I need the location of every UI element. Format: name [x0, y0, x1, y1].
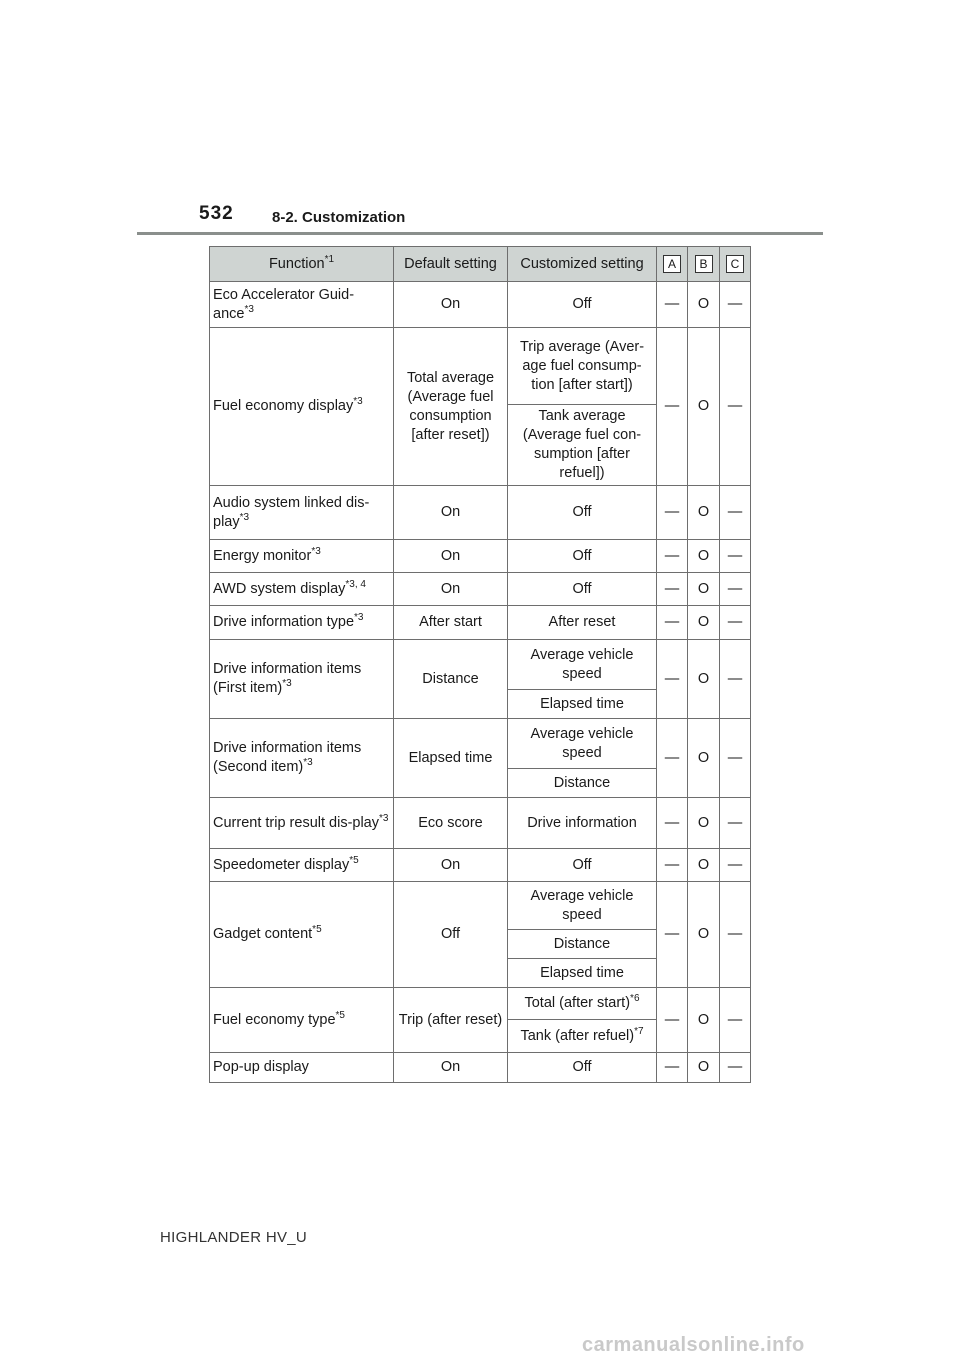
- default-setting-cell: On: [394, 486, 508, 540]
- header-col-a: A: [657, 247, 688, 282]
- function-cell: Pop-up display: [210, 1053, 394, 1083]
- mark-col-a: —: [657, 719, 688, 798]
- default-setting-cell: Total average (Average fuel consumption [after reset]): [394, 328, 508, 486]
- customized-setting-cell: Drive information: [508, 798, 657, 849]
- customized-setting-cell: Off: [508, 540, 657, 573]
- mark-col-b: O: [688, 640, 720, 719]
- table-row: [210, 328, 751, 405]
- mark-col-a: —: [657, 1053, 688, 1083]
- default-setting-cell: Eco score: [394, 798, 508, 849]
- mark-col-a: —: [657, 640, 688, 719]
- default-setting-cell: On: [394, 849, 508, 882]
- header-rule: [137, 232, 823, 235]
- mark-col-b: O: [688, 798, 720, 849]
- table-body: [210, 282, 751, 1083]
- customized-setting-cell: Trip average (Aver-age fuel consump-tion [after start]): [508, 328, 657, 405]
- customized-setting-cell: Off: [508, 486, 657, 540]
- table-row: [210, 988, 751, 1020]
- customized-setting-cell: Off: [508, 849, 657, 882]
- table-row: [210, 798, 751, 849]
- default-setting-cell: Elapsed time: [394, 719, 508, 798]
- header-col-b: B: [688, 247, 720, 282]
- mark-col-c: —: [720, 606, 751, 640]
- mark-col-c: —: [720, 640, 751, 719]
- mark-col-c: —: [720, 882, 751, 988]
- mark-col-c: —: [720, 540, 751, 573]
- table-row: [210, 640, 751, 690]
- function-cell: Drive information items (Second item)$^{*3}$: [210, 719, 394, 798]
- mark-col-b: O: [688, 573, 720, 606]
- mark-col-a: —: [657, 849, 688, 882]
- mark-col-c: —: [720, 486, 751, 540]
- mark-col-c: —: [720, 798, 751, 849]
- mark-col-a: —: [657, 328, 688, 486]
- default-setting-cell: Distance: [394, 640, 508, 719]
- customized-setting-cell: Average vehicle speed: [508, 882, 657, 930]
- default-setting-cell: On: [394, 1053, 508, 1083]
- mark-col-c: —: [720, 988, 751, 1053]
- customized-setting-cell: Distance: [508, 769, 657, 798]
- customized-setting-cell: Tank (after refuel)$^{*7}$: [508, 1020, 657, 1053]
- function-cell: Gadget content$^{*5}$: [210, 882, 394, 988]
- header-col-c: C: [720, 247, 751, 282]
- table-row: [210, 540, 751, 573]
- customized-setting-cell: Average vehicle speed: [508, 640, 657, 690]
- customized-setting-cell: Distance: [508, 930, 657, 959]
- default-setting-cell: Off: [394, 882, 508, 988]
- mark-col-c: —: [720, 1053, 751, 1083]
- customized-setting-cell: Total (after start)$^{*6}$: [508, 988, 657, 1020]
- mark-col-a: —: [657, 798, 688, 849]
- table-row: [210, 882, 751, 930]
- mark-col-b: O: [688, 282, 720, 328]
- function-cell: Drive information items (First item)$^{*3}$: [210, 640, 394, 719]
- customized-setting-cell: After reset: [508, 606, 657, 640]
- mark-col-b: O: [688, 328, 720, 486]
- watermark: carmanualsonline.info: [582, 1334, 805, 1356]
- function-cell: Fuel economy display$^{*3}$: [210, 328, 394, 486]
- header-function: Function$^{*1}$: [210, 247, 394, 282]
- function-cell: Current trip result dis-play$^{*3}$: [210, 798, 394, 849]
- function-cell: Speedometer display$^{*5}$: [210, 849, 394, 882]
- customized-setting-cell: Off: [508, 1053, 657, 1083]
- mark-col-b: O: [688, 1053, 720, 1083]
- default-setting-cell: On: [394, 540, 508, 573]
- mark-col-b: O: [688, 882, 720, 988]
- default-setting-cell: After start: [394, 606, 508, 640]
- section-title: 8-2. Customization: [272, 209, 406, 226]
- mark-col-b: O: [688, 849, 720, 882]
- table-row: [210, 849, 751, 882]
- table-row: [210, 719, 751, 769]
- customized-setting-cell: Elapsed time: [508, 959, 657, 988]
- mark-col-a: —: [657, 540, 688, 573]
- header-default: Default setting: [394, 247, 508, 282]
- customized-setting-cell: Off: [508, 282, 657, 328]
- table-row: [210, 1053, 751, 1083]
- mark-col-b: O: [688, 988, 720, 1053]
- mark-col-c: —: [720, 573, 751, 606]
- table-header-row: [210, 247, 751, 282]
- customized-setting-cell: Elapsed time: [508, 690, 657, 719]
- mark-col-c: —: [720, 719, 751, 798]
- table-row: [210, 282, 751, 328]
- default-setting-cell: On: [394, 573, 508, 606]
- mark-col-b: O: [688, 606, 720, 640]
- table-row: [210, 606, 751, 640]
- default-setting-cell: On: [394, 282, 508, 328]
- customized-setting-cell: Average vehicle speed: [508, 719, 657, 769]
- customized-setting-cell: Off: [508, 573, 657, 606]
- table-row: [210, 486, 751, 540]
- mark-col-a: —: [657, 486, 688, 540]
- mark-col-b: O: [688, 486, 720, 540]
- mark-col-c: —: [720, 328, 751, 486]
- customization-table: [209, 246, 751, 1083]
- mark-col-a: —: [657, 882, 688, 988]
- footer-model: HIGHLANDER HV_U: [160, 1229, 308, 1246]
- function-cell: Drive information type$^{*3}$: [210, 606, 394, 640]
- function-cell: Audio system linked dis-play$^{*3}$: [210, 486, 394, 540]
- function-cell: Eco Accelerator Guid-ance$^{*3}$: [210, 282, 394, 328]
- customized-setting-cell: Tank average (Average fuel con-sumption [after refuel]): [508, 405, 657, 486]
- default-setting-cell: Trip (after reset): [394, 988, 508, 1053]
- function-cell: Energy monitor$^{*3}$: [210, 540, 394, 573]
- page-number: 532: [199, 203, 234, 224]
- table-row: [210, 573, 751, 606]
- mark-col-a: —: [657, 988, 688, 1053]
- mark-col-c: —: [720, 849, 751, 882]
- function-cell: AWD system display$^{*3, 4}$: [210, 573, 394, 606]
- mark-col-a: —: [657, 573, 688, 606]
- mark-col-a: —: [657, 606, 688, 640]
- header-custom: Customized setting: [508, 247, 657, 282]
- mark-col-c: —: [720, 282, 751, 328]
- mark-col-a: —: [657, 282, 688, 328]
- mark-col-b: O: [688, 719, 720, 798]
- function-cell: Fuel economy type$^{*5}$: [210, 988, 394, 1053]
- mark-col-b: O: [688, 540, 720, 573]
